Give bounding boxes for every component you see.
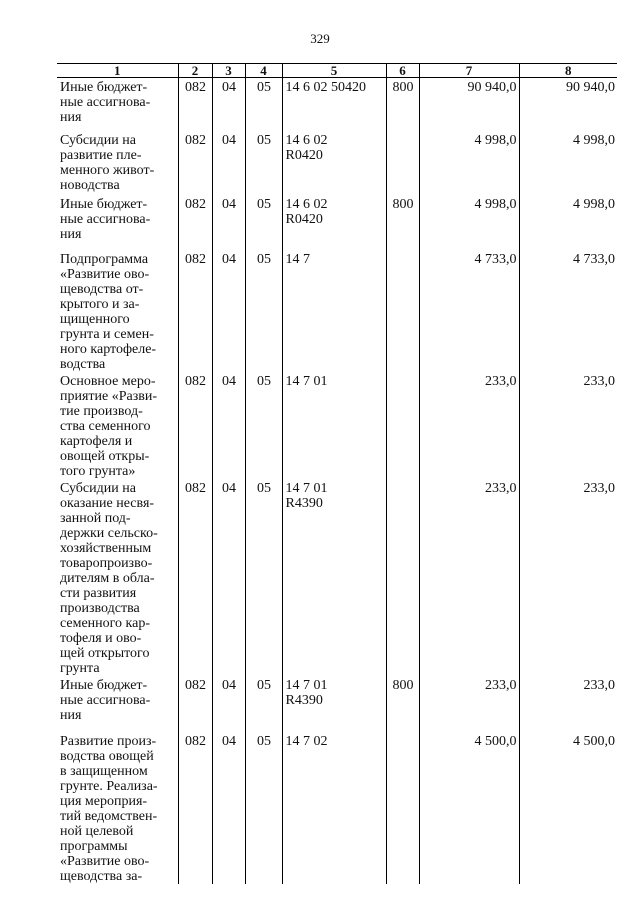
row-section: 04 (212, 676, 245, 732)
row-expense-type: 800 (386, 676, 419, 732)
row-name: Подпрограмма «Развитие ово- щеводства от- крытого и за- щищенного грунта и семен- ного картофеле- водства (60, 251, 157, 372)
row-section: 04 (212, 479, 245, 676)
row-sum-a: 4 998,0 (419, 131, 519, 195)
row-expense-type (386, 372, 419, 479)
header-col-1: 1 (57, 64, 178, 78)
row-expense-type (386, 479, 419, 676)
row-sum-b: 233,0 (519, 372, 617, 479)
header-col-7: 7 (419, 64, 519, 78)
row-subsection: 05 (245, 250, 282, 372)
row-sum-b: 4 998,0 (519, 131, 617, 195)
row-target-code: 14 6 02 50420 (282, 78, 386, 131)
row-sum-b: 4 500,0 (519, 732, 617, 884)
row-name: Иные бюджет- ные ассигнова- ния (60, 677, 151, 723)
row-sum-b: 233,0 (519, 676, 617, 732)
table-row (57, 131, 617, 195)
row-sum-a: 90 940,0 (419, 78, 519, 131)
row-ministry: 082 (178, 479, 212, 676)
header-col-4: 4 (245, 64, 282, 78)
row-target-code: 14 7 (282, 250, 386, 372)
row-ministry: 082 (178, 131, 212, 195)
header-col-2: 2 (178, 64, 212, 78)
row-sum-b: 4 733,0 (519, 250, 617, 372)
row-section: 04 (212, 372, 245, 479)
row-ministry: 082 (178, 732, 212, 884)
row-expense-type: 800 (386, 78, 419, 131)
row-expense-type: 800 (386, 195, 419, 250)
row-target-code: 14 6 02 R0420 (282, 131, 386, 195)
header-col-8: 8 (519, 64, 617, 78)
table-row (57, 479, 617, 676)
row-section: 04 (212, 78, 245, 131)
row-target-code: 14 7 01 R4390 (282, 479, 386, 676)
row-subsection: 05 (245, 372, 282, 479)
page-number: 329 (310, 31, 330, 46)
row-name: Иные бюджет- ные ассигнова- ния (60, 196, 151, 242)
row-sum-a: 4 733,0 (419, 250, 519, 372)
table-row (57, 676, 617, 732)
header-col-3: 3 (212, 64, 245, 78)
row-sum-a: 233,0 (419, 676, 519, 732)
row-expense-type (386, 732, 419, 884)
row-sum-b: 233,0 (519, 479, 617, 676)
table-row (57, 78, 617, 131)
row-subsection: 05 (245, 676, 282, 732)
row-expense-type (386, 250, 419, 372)
row-ministry: 082 (178, 195, 212, 250)
row-subsection: 05 (245, 732, 282, 884)
row-section: 04 (212, 250, 245, 372)
row-subsection: 05 (245, 78, 282, 131)
table-row (57, 250, 617, 372)
row-expense-type (386, 131, 419, 195)
row-section: 04 (212, 732, 245, 884)
table-row (57, 195, 617, 250)
row-name: Основное меро- приятие «Разви- тие производ- ства семенного картофеля и овощей откры- того грунта» (60, 373, 158, 479)
row-sum-a: 4 500,0 (419, 732, 519, 884)
row-ministry: 082 (178, 372, 212, 479)
row-subsection: 05 (245, 195, 282, 250)
header-col-6: 6 (386, 64, 419, 78)
table-row (57, 372, 617, 479)
table-row (57, 732, 617, 884)
row-subsection: 05 (245, 131, 282, 195)
row-name: Иные бюджет- ные ассигнова- ния (60, 80, 151, 125)
row-target-code: 14 7 02 (282, 732, 386, 884)
budget-table (57, 63, 617, 884)
row-section: 04 (212, 195, 245, 250)
row-ministry: 082 (178, 78, 212, 131)
row-ministry: 082 (178, 250, 212, 372)
row-target-code: 14 7 01 R4390 (282, 676, 386, 732)
row-sum-b: 90 940,0 (519, 78, 617, 131)
row-name: Субсидии на развитие пле- менного живот- новодства (60, 132, 155, 193)
row-sum-a: 4 998,0 (419, 195, 519, 250)
row-ministry: 082 (178, 676, 212, 732)
row-target-code: 14 7 01 (282, 372, 386, 479)
row-subsection: 05 (245, 479, 282, 676)
row-sum-a: 233,0 (419, 479, 519, 676)
row-sum-b: 4 998,0 (519, 195, 617, 250)
header-row (57, 64, 617, 78)
row-sum-a: 233,0 (419, 372, 519, 479)
row-name: Субсидии на оказание несвя- занной под- держки сельско- хозяйственным товаропроизво- дителям в обла- сти развития производства семенного кар- тофеля и ово- щей открытого грунта (60, 480, 158, 676)
row-target-code: 14 6 02 R0420 (282, 195, 386, 250)
row-section: 04 (212, 131, 245, 195)
row-name: Развитие произ- водства овощей в защищенном грунте. Реализа- ция мероприя- тий ведомствен- ной целевой программы «Развитие ово- щеводства за- (60, 733, 158, 884)
header-col-5: 5 (282, 64, 386, 78)
